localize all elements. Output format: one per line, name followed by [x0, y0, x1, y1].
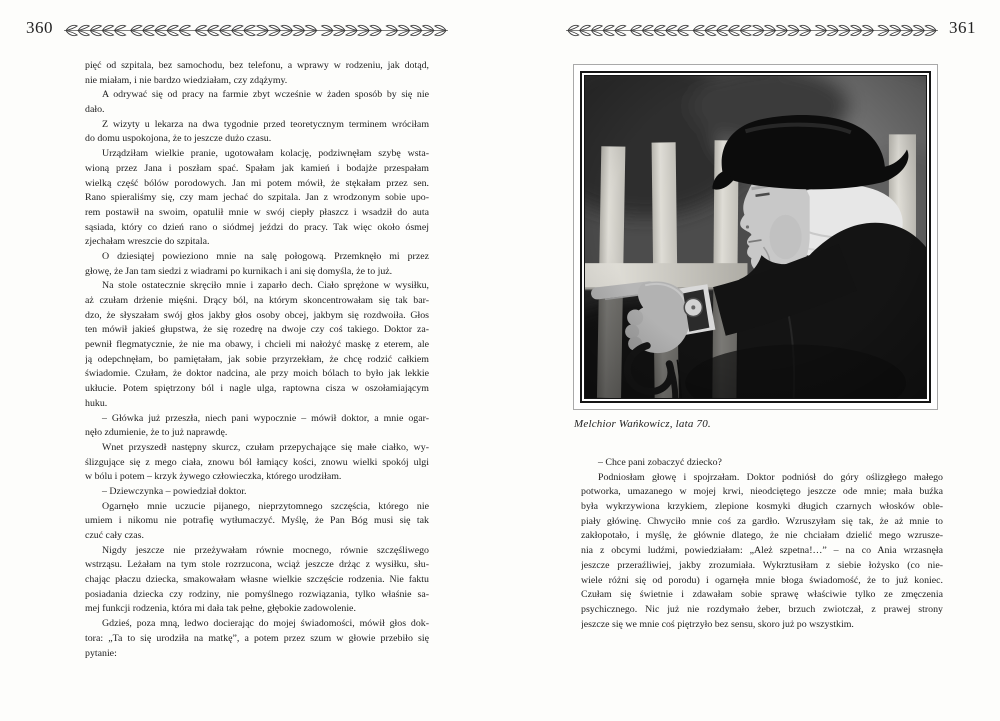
text-line: była wykrzywiona krzykiem, zlepione kosmyki długich czarnych włosków oble- [581, 501, 943, 513]
photo-frame [573, 64, 938, 410]
text-line: potworka, umazanego w mojej krwi, nieodciętego jeszcze ode mnie; mała buźka [581, 486, 943, 498]
text-line: Wnet przyszedł następny skurcz, czułam przepychające się małe ciałko, wy- [102, 441, 429, 453]
text-line: piały główinę. Chwyciło mnie coś za gardło. Wzruszyłam się tak, że aż mnie to [581, 515, 943, 527]
text-line: głowę, że Jan tam siedzi z wiadrami po kurnikach i ani się domyśla, że to już. [85, 265, 393, 277]
text-line: dało. [85, 104, 105, 116]
text-line: pięć od szpitala, bez samochodu, bez telefonu, a wprawy w rodzeniu, jak dotąd, [85, 60, 429, 71]
text-line: tora: „Ta to się urodziła na matkę”, a potem przez szum w głowie przebiło się [85, 632, 429, 644]
text-line: jeszcze się we mnie coś piętrzyło bez sensu, skoro już po wszystkim. [581, 618, 854, 630]
text-line: – Główka już przeszła, niech pani wypocznie – mówił doktor, a mnie ogar- [102, 412, 429, 424]
text-line: Z wizyty u lekarza na dwa tygodnie przed teoretycznym terminem wróciłam [102, 118, 429, 130]
floral-ornament-band [566, 24, 938, 37]
photo-inner-border [580, 71, 931, 403]
text-line: nie miałam, i nie bardzo wiedziałam, czy zdążymy. [85, 74, 288, 86]
text-line: zakłopotało, i myślę, że głównie dlatego, że nie chciałam dzielić mego wzrusze- [581, 530, 943, 542]
text-line: sąsiada, który co dzień rano o siódmej jeździ do pracy. Tak więc około ósmej [85, 221, 429, 233]
text-line: wiele różni się od porodu) i ogarnęła mnie błoga świadomość, że to już koniec. [581, 574, 943, 586]
text-line: Gdzieś, poza mną, ledwo docierając do mojej świadomości, mówił głos dok- [102, 618, 429, 630]
page-number-left: 360 [26, 18, 53, 37]
text-line: ślizgujące się z mego ciała, znowu ból łamiący kości, znowu wielki spokój ulgi [85, 456, 429, 468]
text-line: jeszcze przeraźliwiej, jakby zrozumiała. Wykrztusiłam z siebie łożysko (co nie- [581, 559, 943, 571]
text-line: nęło zdumienie, że to już naprawdę. [85, 427, 228, 439]
text-line: dzo, że słyszałam swój głos jakby głos osoby obcej, jakbym się rozdwoiła. Głos [85, 309, 429, 321]
text-line: czuć cały czas. [85, 530, 144, 541]
text-line: Na stole ostatecznie skręciło mnie i zaparło dech. Ciało sprężone w wysiłku, [102, 280, 429, 292]
text-line: Podniosłam głowę i spojrzałam. Doktor podniósł do góry oślizgłego małego [598, 471, 943, 483]
text-line: wielką część bólów porodowych. Jan mi potem mówił, że stękałam przez sen. [85, 177, 429, 189]
text-line: pytanie: [85, 647, 117, 659]
left-page-text [85, 59, 429, 661]
text-line: aż czułam drżenie mięśni. Drący ból, na którym skoncentrowałam się tak bar- [85, 295, 429, 306]
floral-ornament-band [64, 24, 448, 37]
page-number-right: 361 [949, 18, 976, 37]
text-line: rem postawił na swoim, opatulił mnie w swój ciepły płaszcz i wsadził do auta [85, 206, 429, 218]
text-line: do domu uspokojona, że to jeszcze dużo czasu. [85, 133, 272, 145]
text-line: ją odepchnęłam, bo pamiętałam, jak sobie przyrzekłam, że chcę rodzić całkiem [85, 353, 429, 365]
text-line: mej funkcji rodzenia, która mi dała tak pełne, głębokie zadowolenie. [85, 603, 356, 615]
right-page-text [581, 456, 943, 632]
text-line: umiem i nikomu nie potrafię wytłumaczyć. Myślę, że Pan Bóg musi się tak [85, 515, 429, 527]
text-line: posiadania dziecka czy rodziny, nie pomyślnego rozwiązania, tylko właśnie sa- [85, 588, 429, 600]
text-line: w bólu i potem – krzyk żywego człowieczka, którego urodziłam. [85, 471, 342, 483]
text-line: A odrywać się od pracy na farmie zbyt wcześnie w żaden sposób by się nie [102, 89, 429, 101]
text-line: pewnił flegmatycznie, że nie ma obawy, i chcieli mi nałożyć maskę z eterem, ale [85, 339, 429, 351]
text-line: – Chce pani zobaczyć dziecko? [598, 457, 722, 468]
text-line: – Dziewczynka – powiedział doktor. [102, 485, 247, 497]
text-line: ukłucie. Potem spiętrzony ból i nagle ulga, raptowna cisza w oszołamiającym [85, 383, 429, 395]
text-line: Nigdy jeszcze nie przeżywałam równie mocnego, równie szczęśliwego [102, 544, 429, 556]
text-line: wioną przez Jana i poszłam spać. Spałam jak kamień i bodajże przespałam [85, 162, 429, 174]
text-line: Ogarnęło mnie uczucie pijanego, nieprzytomnego szczęścia, którego nie [102, 500, 429, 512]
text-line: Urządziłam wielkie pranie, ugotowałam kolację, podziwnęłam szybę wsta- [102, 148, 429, 160]
text-line: nia z obcymi ludźmi, powiedziałam: „Ależ szpetna!…” – na co Ania wrzasnęła [581, 545, 943, 557]
text-line: chając płaczu dziecka, smakowałam własne wielkie szczęście rodzenia. Nie faktu [85, 574, 429, 586]
text-line: zjechałam wreszcie do szpitala. [85, 236, 210, 248]
text-line: wstrząsu. Leżałam na tym stole rozrzucona, wciąż jeszcze drżąc z wysiłku, słu- [85, 559, 429, 571]
text-line: Czułam się świetnie i zdawałam sobie sprawę właściwie tylko ze zmęczenia [581, 589, 943, 601]
text-line: huku. [85, 397, 108, 409]
photo-melchior-wankowicz [585, 76, 926, 398]
text-line: psychicznego. Nic już nie rozdymało żeber, brzuch zwiotczał, z prawej strony [581, 603, 943, 615]
photo-innermost-border [584, 75, 927, 399]
photo-caption: Melchior Wańkowicz, lata 70. [574, 418, 711, 430]
text-line: ten mówił jakieś głupstwa, że się rozedrę na dwoje czy coś takiego. Doktor za- [85, 324, 429, 336]
text-line: O dziesiątej powieziono mnie na salę połogową. Przemknęło mi przez [102, 250, 429, 262]
text-line: świadomie. Czułam, że doktor nadcina, ale przy moich bólach to było jak lekkie [85, 368, 429, 380]
text-line: Rano spieraliśmy się, czy mam jechać do szpitala. Jan z wrodzonym sobie upo- [85, 192, 429, 204]
